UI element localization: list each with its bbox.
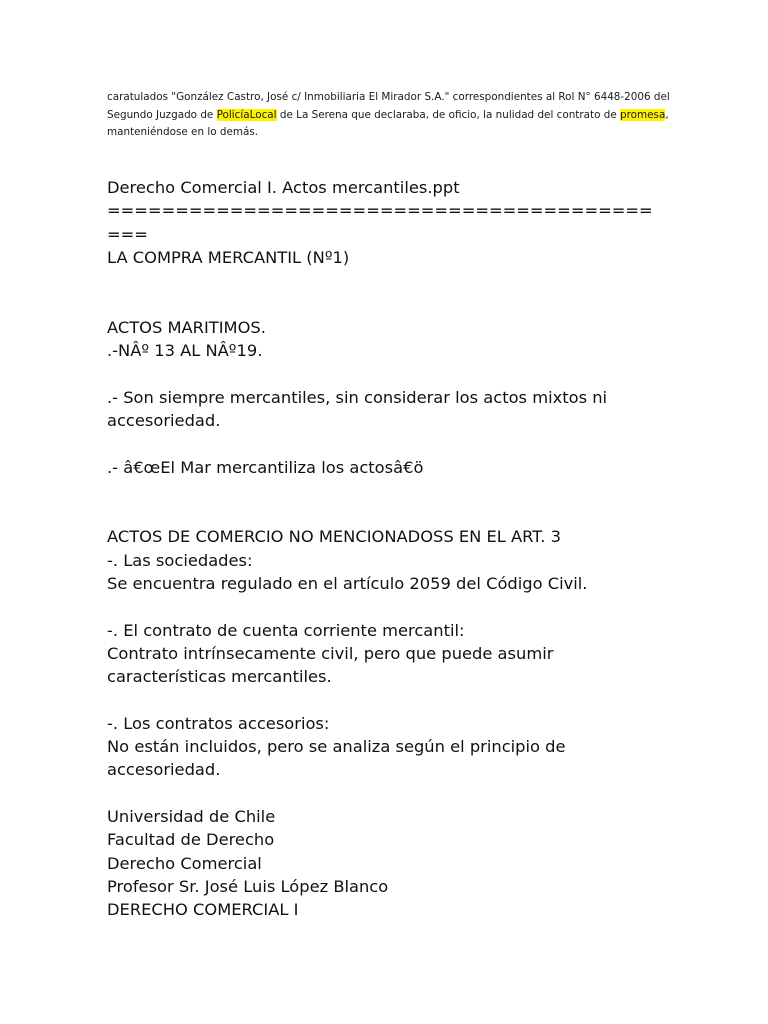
file-title: Derecho Comercial I. Actos mercantiles.ppt: [107, 178, 460, 197]
blank-line: [107, 362, 707, 385]
snippet-line: caratulados "González Castro, José c/ Inmobiliaria El Mirador S.A." correspondientes al Rol N° 6448-2006 del: [107, 91, 670, 103]
snippet-text: de La Serena que declaraba, de oficio, la nulidad del contrato de: [276, 108, 621, 121]
text-line: .- â€œEl Mar mercantiliza los actosâ€ö: [107, 457, 424, 477]
document-body: [107, 176, 707, 922]
blank-line: [107, 432, 707, 455]
subject-name: Derecho Comercial: [107, 853, 262, 873]
text-line: Se encuentra regulado en el artículo 2059 del Código Civil.: [107, 574, 588, 594]
snippet-text: ,: [665, 108, 669, 121]
highlighted-term: promesa: [620, 108, 666, 121]
text-line: .-NÂº 13 AL NÂº19.: [107, 341, 263, 361]
text-line: accesoriedad.: [107, 760, 221, 780]
blank-line: [107, 292, 707, 315]
text-line: Contrato intrínsecamente civil, pero que puede asumir: [107, 643, 554, 663]
snippet-line: [107, 107, 667, 125]
blank-line: [107, 269, 707, 292]
text-line: .- Son siempre mercantiles, sin considerar los actos mixtos ni: [107, 387, 608, 407]
faculty-name: Facultad de Derecho: [107, 830, 275, 850]
professor-name: Profesor Sr. José Luis López Blanco: [107, 876, 389, 896]
separator-line: ========================================: [107, 201, 653, 221]
snippet-text: Segundo Juzgado de: [107, 108, 217, 121]
blank-line: [107, 479, 707, 502]
text-line: características mercantiles.: [107, 667, 332, 687]
blank-line: [107, 782, 707, 805]
blank-line: [107, 502, 707, 525]
search-snippet: [107, 89, 670, 142]
snippet-line: manteniéndose en lo demás.: [107, 126, 259, 138]
highlighted-term: PolicíaLocal: [216, 108, 277, 121]
section-heading: LA COMPRA MERCANTIL (Nº1): [107, 247, 350, 267]
blank-line: [107, 595, 707, 618]
section-heading: ACTOS MARITIMOS.: [107, 317, 266, 337]
separator-line: ===: [107, 224, 148, 244]
course-name: DERECHO COMERCIAL I: [107, 900, 299, 920]
text-line: accesoriedad.: [107, 410, 221, 430]
text-line: -. Los contratos accesorios:: [107, 713, 330, 733]
section-heading: ACTOS DE COMERCIO NO MENCIONADOSS EN EL ART. 3: [107, 527, 562, 547]
text-line: No están incluidos, pero se analiza según el principio de: [107, 737, 566, 757]
text-line: -. Las sociedades:: [107, 550, 253, 570]
text-line: -. El contrato de cuenta corriente mercantil:: [107, 620, 465, 640]
blank-line: [107, 689, 707, 712]
university-name: Universidad de Chile: [107, 807, 276, 827]
